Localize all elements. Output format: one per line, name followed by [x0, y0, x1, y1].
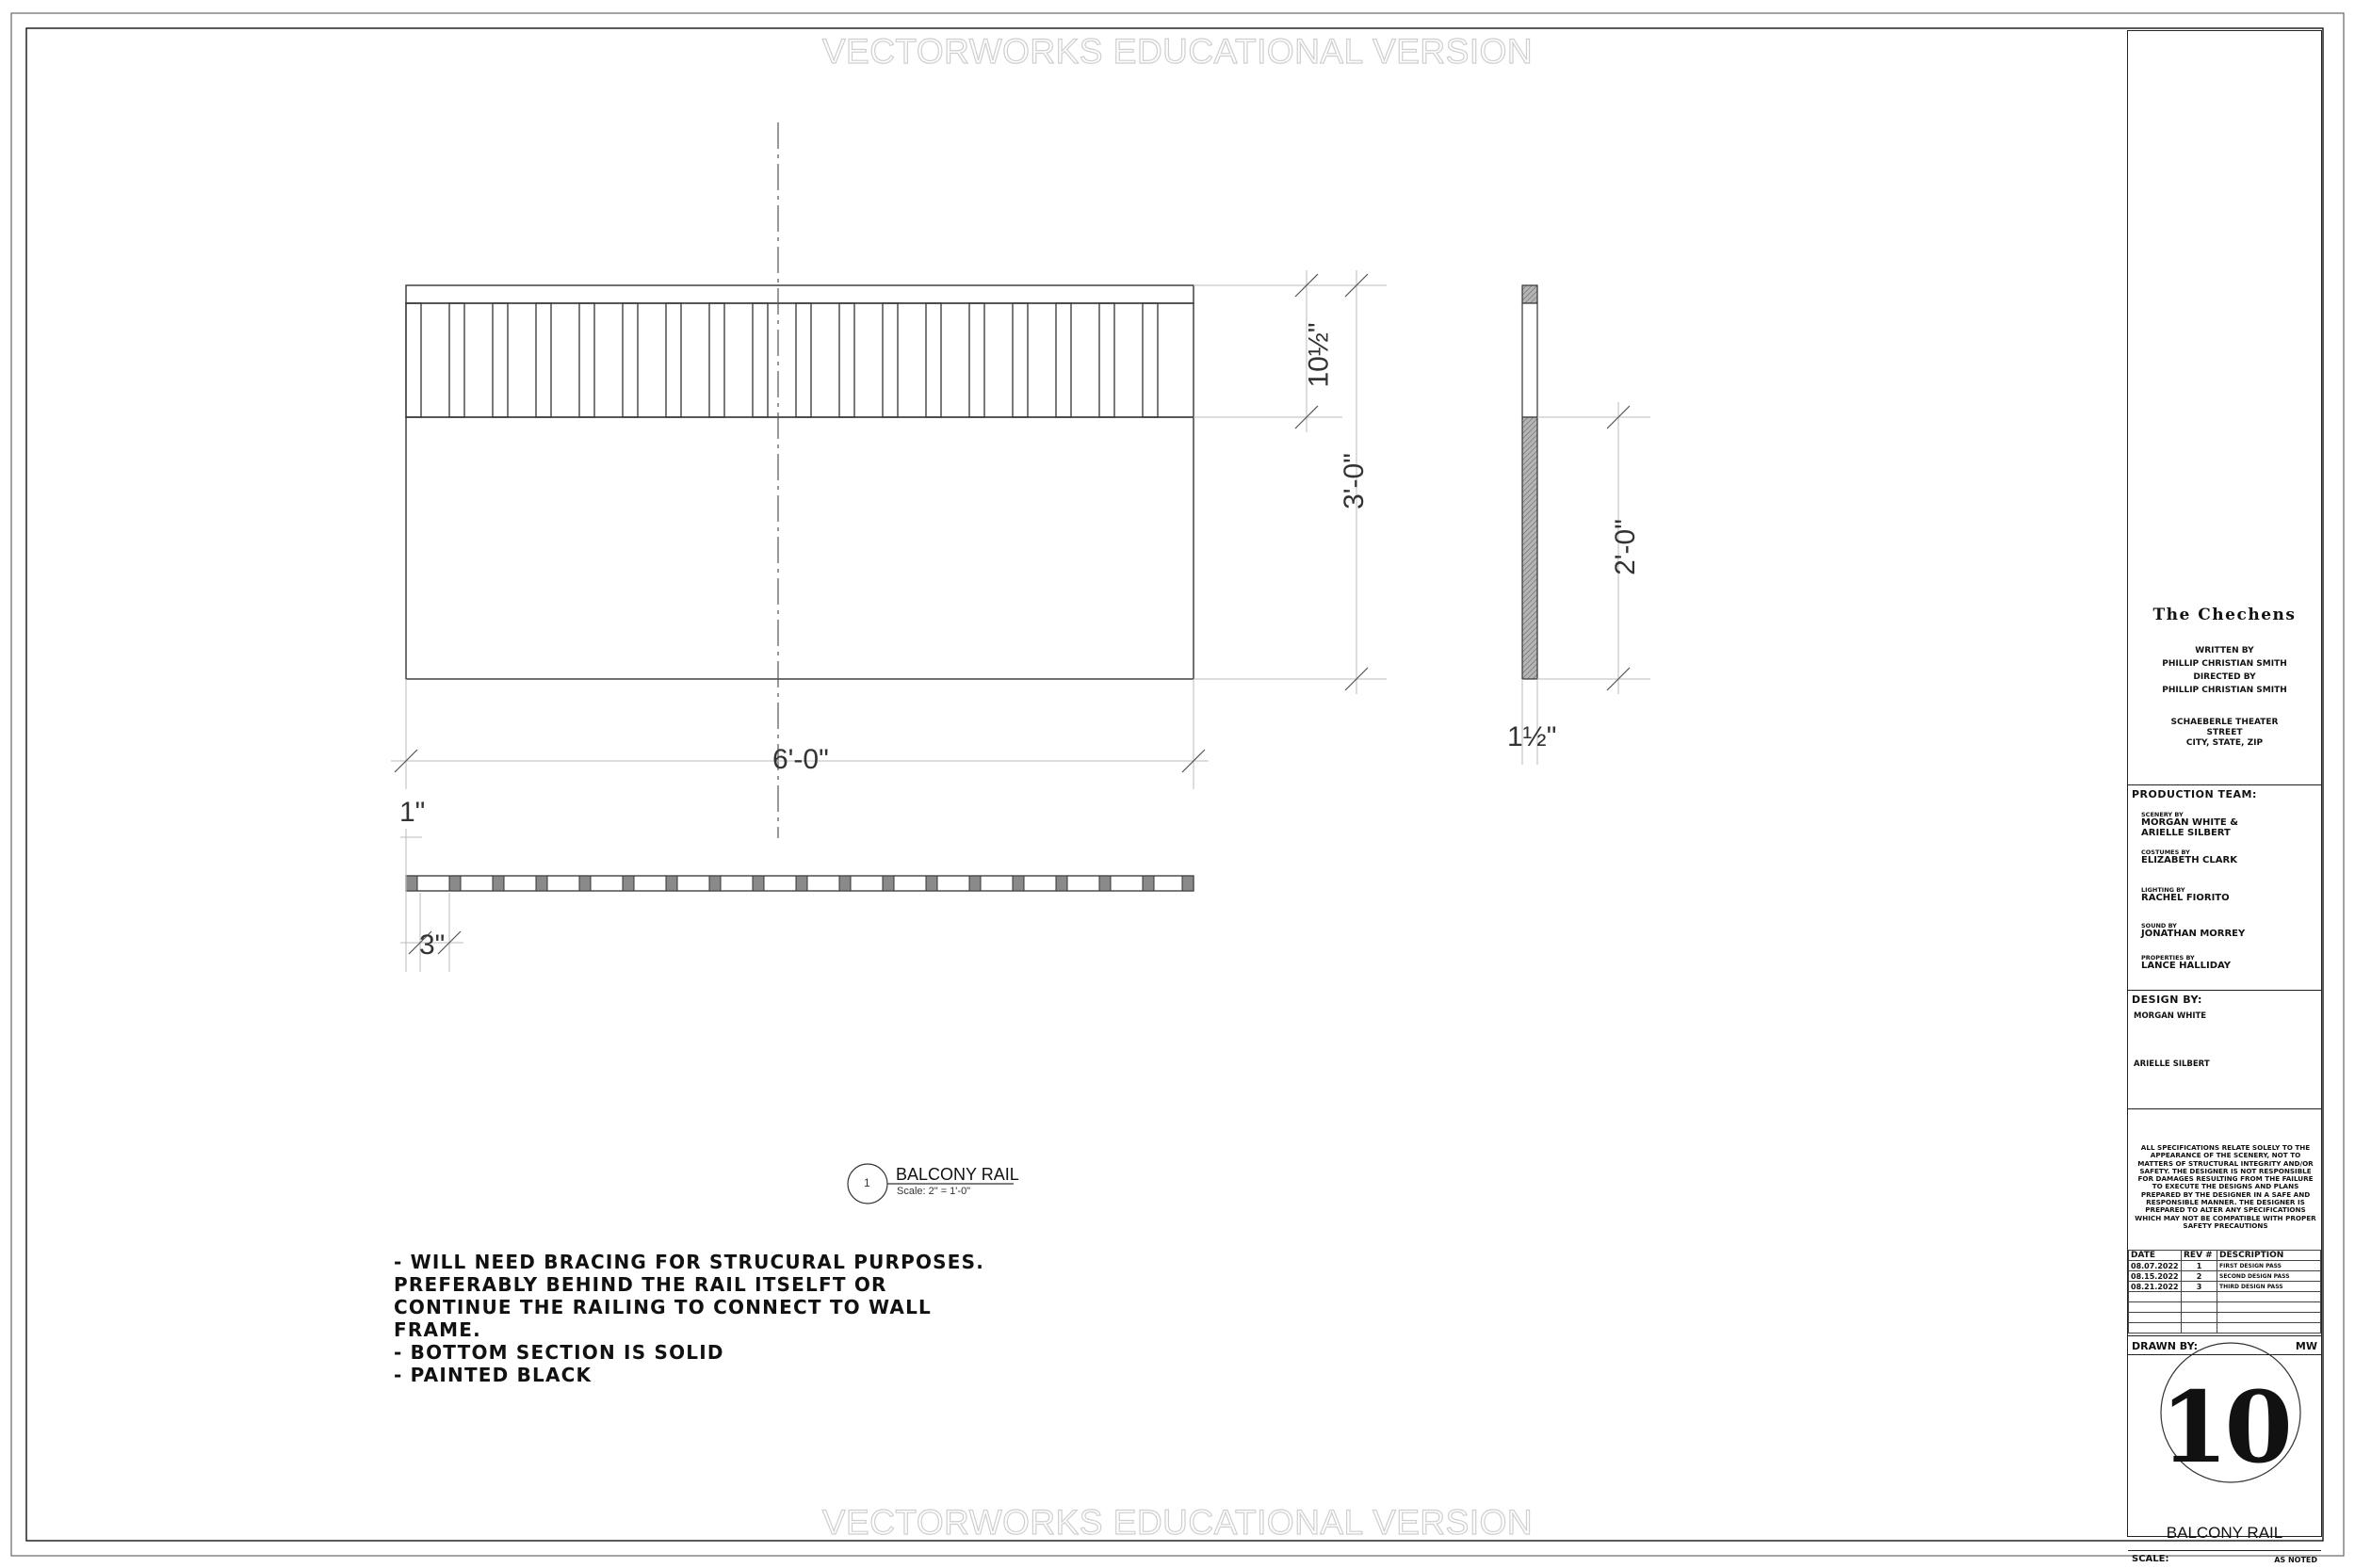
plan-baluster — [406, 876, 417, 891]
disclaimer-section — [2128, 1108, 2321, 1109]
rev-number: 3 — [2182, 1282, 2217, 1292]
front-elevation — [406, 285, 1194, 679]
plan-baluster — [839, 876, 851, 891]
rev-number: 2 — [2182, 1271, 2217, 1282]
baluster — [1013, 303, 1028, 417]
plan-baluster — [623, 876, 634, 891]
scale-row — [2132, 1554, 2317, 1564]
baluster — [796, 303, 811, 417]
plan-view-rail — [406, 876, 1194, 891]
baluster — [536, 303, 551, 417]
dim-thickness: 1½" — [1507, 721, 1557, 752]
design-by-section — [2128, 990, 2321, 991]
team-name: RACHEL FIORITO — [2141, 893, 2230, 903]
directed-by: PHILLIP CHRISTIAN SMITH — [2162, 686, 2287, 695]
team-name: LANCE HALLIDAY — [2141, 961, 2232, 971]
table-row — [2129, 1323, 2321, 1334]
team-name: ARIELLE SILBERT — [2141, 828, 2231, 838]
plan-baluster — [536, 876, 547, 891]
revision-table — [2128, 1250, 2321, 1334]
rev-description: FIRST DESIGN PASS — [2217, 1261, 2321, 1271]
production-team-label: PRODUCTION TEAM: — [2132, 788, 2257, 800]
watermark-bottom: VECTORWORKS EDUCATIONAL VERSION — [821, 1503, 1534, 1542]
rev-description: SECOND DESIGN PASS — [2217, 1271, 2321, 1282]
plan-baluster — [969, 876, 981, 891]
side-solid-panel — [1522, 417, 1537, 679]
rev-description: THIRD DESIGN PASS — [2217, 1282, 2321, 1292]
venue: SCHAEBERLE THEATER — [2170, 718, 2279, 727]
rev-number: 1 — [2182, 1261, 2217, 1271]
dim-width: 6'-0" — [772, 744, 829, 775]
scale-label: SCALE: — [2132, 1554, 2169, 1564]
title-block — [2127, 30, 2322, 1564]
rev-date: 08.21.2022 — [2129, 1282, 2182, 1292]
note-line: - WILL NEED BRACING FOR STRUCURAL PURPOSES. — [394, 1251, 985, 1273]
side-section — [1522, 285, 1537, 679]
venue-street: STREET — [2206, 728, 2243, 737]
baluster — [1143, 303, 1158, 417]
table-row — [2129, 1292, 2321, 1302]
drawn-by — [2132, 1340, 2317, 1352]
show-title: The Chechens — [2152, 606, 2297, 624]
sheet-title: BALCONY RAIL — [2166, 1524, 2283, 1542]
baluster — [1056, 303, 1071, 417]
drawing-title: BALCONY RAIL — [896, 1165, 1019, 1184]
baluster — [579, 303, 594, 417]
plan-baluster — [666, 876, 677, 891]
plan-baluster — [926, 876, 937, 891]
baluster — [883, 303, 898, 417]
plan-baluster — [883, 876, 894, 891]
rev-date: 08.15.2022 — [2129, 1271, 2182, 1282]
top-rail — [406, 285, 1194, 303]
table-row — [2129, 1302, 2321, 1313]
team-role: PROPERTIES BY — [2141, 954, 2195, 962]
baluster-bay — [406, 303, 1194, 417]
baluster — [1099, 303, 1114, 417]
dim-lower-panel: 2'-0" — [1609, 519, 1641, 575]
plan-baluster — [709, 876, 721, 891]
side-top-block — [1522, 285, 1537, 303]
plan-baluster — [1056, 876, 1067, 891]
drawn-by-label: DRAWN BY: — [2132, 1340, 2198, 1352]
team-role: LIGHTING BY — [2141, 886, 2185, 894]
rev-header-rev: REV # — [2182, 1251, 2217, 1261]
side-dim-lines — [1522, 402, 1650, 765]
plan-baluster — [449, 876, 461, 891]
production-team-section — [2128, 784, 2321, 785]
team-role: COSTUMES BY — [2141, 849, 2190, 856]
dim-spacing: 3" — [419, 929, 446, 961]
baluster — [753, 303, 768, 417]
written-by: PHILLIP CHRISTIAN SMITH — [2162, 659, 2287, 669]
venue-city: CITY, STATE, ZIP — [2185, 738, 2264, 748]
dim-baluster-zone: 10½" — [1303, 322, 1335, 388]
scale-section — [2128, 1550, 2321, 1551]
plan-baluster — [753, 876, 764, 891]
design-by-label: DESIGN BY: — [2132, 994, 2202, 1006]
table-row — [2129, 1261, 2321, 1271]
baluster — [623, 303, 638, 417]
plan-baluster — [1099, 876, 1111, 891]
team-role: SCENERY BY — [2141, 811, 2184, 818]
scale-value: AS NOTED — [2274, 1556, 2317, 1564]
drawing-number: 1 — [864, 1176, 870, 1189]
baluster — [709, 303, 724, 417]
team-name: JONATHAN MORREY — [2141, 929, 2246, 939]
disclaimer: ALL SPECIFICATIONS RELATE SOLELY TO THE APPEARANCE OF THE SCENERY, NOT TO MATTERS OF STRUCTURAL INTEGRITY AND/OR SAFETY. THE DESIGNER IS NOT RESPONSIBLE FOR DAMAGES RESULTING FROM THE FAILURE TO EXECUTE THE DESIGNS AND PLANS PREPARED BY THE DESIGNER IN A SAFE AND RESPONSIBLE MANNER. THE DESIGNER IS PREPARED TO ALTER ANY SPECIFICATIONS WHICH MAY NOT BE COMPATIBLE WITH PROPER SAFETY PRECAUTIONS — [2135, 1143, 2316, 1230]
note-line: - BOTTOM SECTION IS SOLID — [394, 1341, 724, 1364]
designer-name: ARIELLE SILBERT — [2134, 1059, 2210, 1069]
baluster — [926, 303, 941, 417]
note-line: FRAME. — [394, 1318, 481, 1341]
baluster — [406, 303, 421, 417]
plan-baluster — [493, 876, 504, 891]
table-row — [2129, 1313, 2321, 1323]
written-by-label: WRITTEN BY — [2195, 646, 2254, 655]
sheet-inner-border — [26, 28, 2323, 1541]
baluster — [493, 303, 508, 417]
note-line: - PAINTED BLACK — [394, 1364, 593, 1386]
rev-header-desc: DESCRIPTION — [2217, 1251, 2321, 1261]
table-row — [2129, 1282, 2321, 1292]
baluster — [969, 303, 984, 417]
rev-header-date: DATE — [2129, 1251, 2182, 1261]
sheet-number: 10 — [2160, 1369, 2289, 1485]
baluster — [666, 303, 681, 417]
baluster — [449, 303, 464, 417]
balusters — [406, 303, 1158, 417]
dim-height: 3'-0" — [1338, 453, 1370, 509]
baluster — [839, 303, 854, 417]
watermark-top: VECTORWORKS EDUCATIONAL VERSION — [821, 32, 1534, 71]
lower-solid-panel — [406, 417, 1194, 679]
plan-baluster — [796, 876, 807, 891]
drawn-by-value: MW — [2295, 1340, 2317, 1352]
sheet-number-section — [2128, 1354, 2321, 1355]
side-open-bay — [1522, 303, 1537, 417]
plan-baluster — [1182, 876, 1194, 891]
sheet-outer-border — [11, 13, 2344, 1556]
table-row — [2129, 1271, 2321, 1282]
team-role: SOUND BY — [2141, 922, 2177, 929]
general-notes — [394, 1251, 984, 1386]
plan-baluster — [1143, 876, 1154, 891]
plan-baluster — [1013, 876, 1024, 891]
rev-date: 08.07.2022 — [2129, 1261, 2182, 1271]
team-name: ELIZABETH CLARK — [2141, 855, 2237, 865]
drawn-by-section — [2128, 1335, 2321, 1336]
directed-by-label: DIRECTED BY — [2193, 672, 2256, 682]
team-name: MORGAN WHITE & — [2141, 817, 2238, 828]
note-line: PREFERABLY BEHIND THE RAIL ITSELFT OR — [394, 1273, 887, 1296]
dim-rail-top: 1" — [399, 797, 426, 828]
note-line: CONTINUE THE RAILING TO CONNECT TO WALL — [394, 1296, 932, 1318]
plan-baluster — [579, 876, 591, 891]
drawing-scale: Scale: 2" = 1'-0" — [897, 1186, 971, 1197]
designer-name: MORGAN WHITE — [2134, 1011, 2207, 1021]
